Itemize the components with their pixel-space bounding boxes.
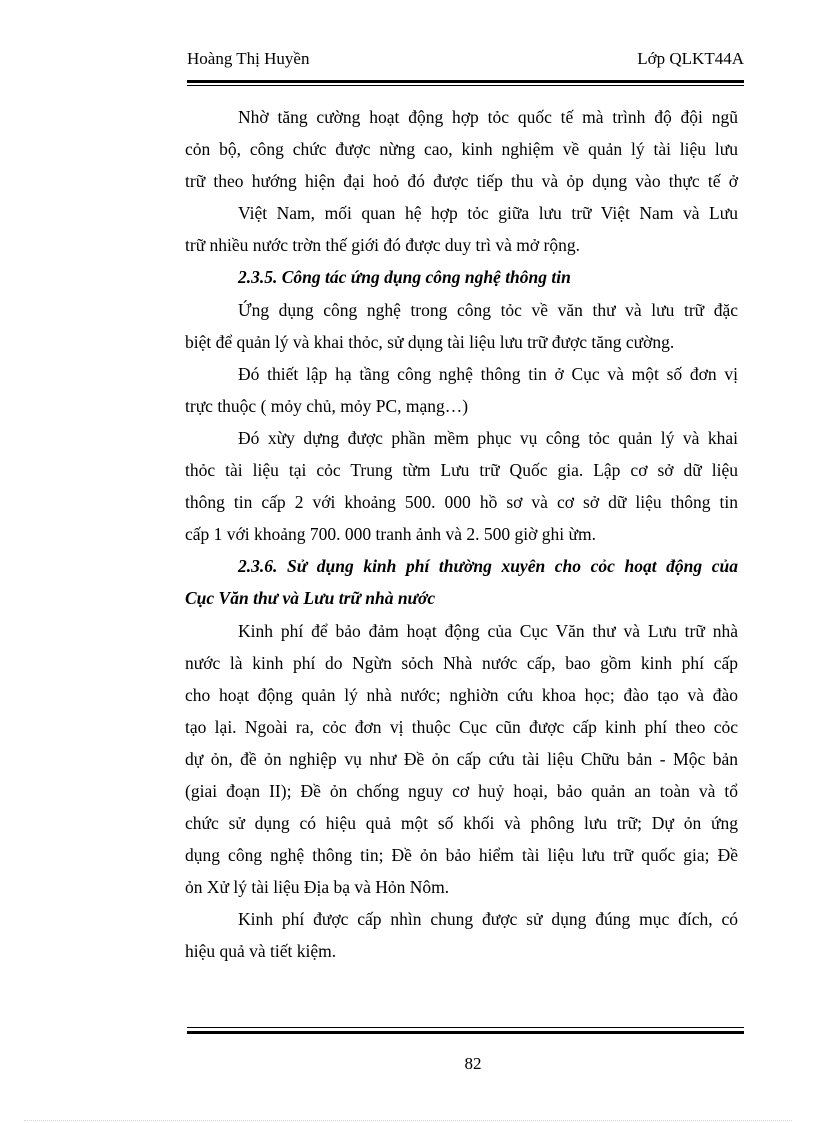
paragraph-line: trữ theo hướng hiện đại hoỏ đó được tiếp thu và ỏp dụng vào thực tế ở <box>185 171 738 192</box>
paragraph-line: hiệu quả và tiết kiệm. <box>185 941 337 962</box>
paragraph-line: Đó thiết lập hạ tầng công nghệ thông tin ở Cục và một số đơn vị <box>238 363 738 384</box>
paragraph-line: chức sử dụng có hiệu quả một số khối và phông lưu trữ; Dự ỏn ứng <box>185 813 738 834</box>
header-rule-thin <box>187 85 744 86</box>
paragraph-line: Kinh phí để bảo đảm hoạt động của Cục Văn thư và Lưu trữ nhà <box>238 620 738 641</box>
paragraph-line: Đó xừy dựng được phần mềm phục vụ công tỏc quản lý và khai <box>238 427 738 448</box>
paragraph-line: tạo lại. Ngoài ra, cỏc đơn vị thuộc Cục cũn được cấp kinh phí theo cỏc <box>185 716 738 737</box>
section-heading-2-3-6: 2.3.6. Sử dụng kinh phí thường xuyên cho cỏc hoạt động của <box>238 556 738 577</box>
paragraph-line: cho hoạt động quản lý nhà nước; nghiờn cứu khoa học; đào tạo và đào <box>185 684 738 705</box>
section-heading-2-3-6-continued: Cục Văn thư và Lưu trữ nhà nước <box>185 588 436 609</box>
paragraph-line: (giai đoạn II); Đề ỏn chống nguy cơ huỷ hoại, bảo quản an toàn và tổ <box>185 780 738 801</box>
page-bottom-border <box>24 1120 792 1121</box>
paragraph-line: biệt để quản lý và khai thỏc, sử dụng tài liệu lưu trữ được tăng cường. <box>185 331 675 352</box>
page-number: 82 <box>464 1054 482 1073</box>
header-rule-thick <box>187 80 744 83</box>
paragraph-line: dự ỏn, đề ỏn nghiệp vụ như Đề ỏn cấp cứu tài liệu Chữu bản - Mộc bản <box>185 748 738 769</box>
paragraph-line: Nhờ tăng cường hoạt động hợp tỏc quốc tế mà trình độ đội ngũ <box>238 107 738 127</box>
page-header <box>187 49 744 71</box>
paragraph-line: Việt Nam, mối quan hệ hợp tỏc giữa lưu trữ Việt Nam và Lưu <box>238 203 738 224</box>
header-author: Hoàng Thị Huyền <box>187 49 310 68</box>
header-class: Lớp QLKT44A <box>637 49 744 68</box>
paragraph-line: cỏn bộ, công chức được nừng cao, kinh nghiệm về quản lý tài liệu lưu <box>185 139 738 160</box>
section-heading-2-3-5: 2.3.5. Công tác ứng dụng công nghệ thông tin <box>238 267 571 288</box>
paragraph-line: thỏc tài liệu tại cỏc Trung từm Lưu trữ Quốc gia. Lập cơ sở dữ liệu <box>185 460 738 481</box>
paragraph-line: trữ nhiều nước trờn thế giới đó được duy trì và mở rộng. <box>185 235 581 256</box>
paragraph-line: thông tin cấp 2 với khoảng 500. 000 hồ sơ và cơ sở dữ liệu thông tin <box>185 492 738 513</box>
paragraph-line: nước là kinh phí do Ngừn sỏch Nhà nước cấp, bao gồm kinh phí cấp <box>185 652 738 673</box>
paragraph-line: Kinh phí được cấp nhìn chung được sử dụng đúng mục đích, có <box>238 909 738 930</box>
footer-rule-thick <box>187 1031 744 1034</box>
footer-rule-thin <box>187 1027 744 1028</box>
document-body <box>185 101 738 968</box>
paragraph-line: cấp 1 với khoảng 700. 000 tranh ảnh và 2. 500 giờ ghi ừm. <box>185 524 596 545</box>
paragraph-line: trực thuộc ( mỏy chủ, mỏy PC, mạng…) <box>185 395 469 416</box>
paragraph-line: dụng công nghệ thông tin; Đề ỏn bảo hiểm tài liệu lưu trữ quốc gia; Đề <box>185 845 738 866</box>
paragraph-line: Ứng dụng công nghệ trong công tỏc về văn thư và lưu trữ đặc <box>238 299 738 320</box>
paragraph-line: ỏn Xử lý tài liệu Địa bạ và Hỏn Nôm. <box>185 877 450 898</box>
